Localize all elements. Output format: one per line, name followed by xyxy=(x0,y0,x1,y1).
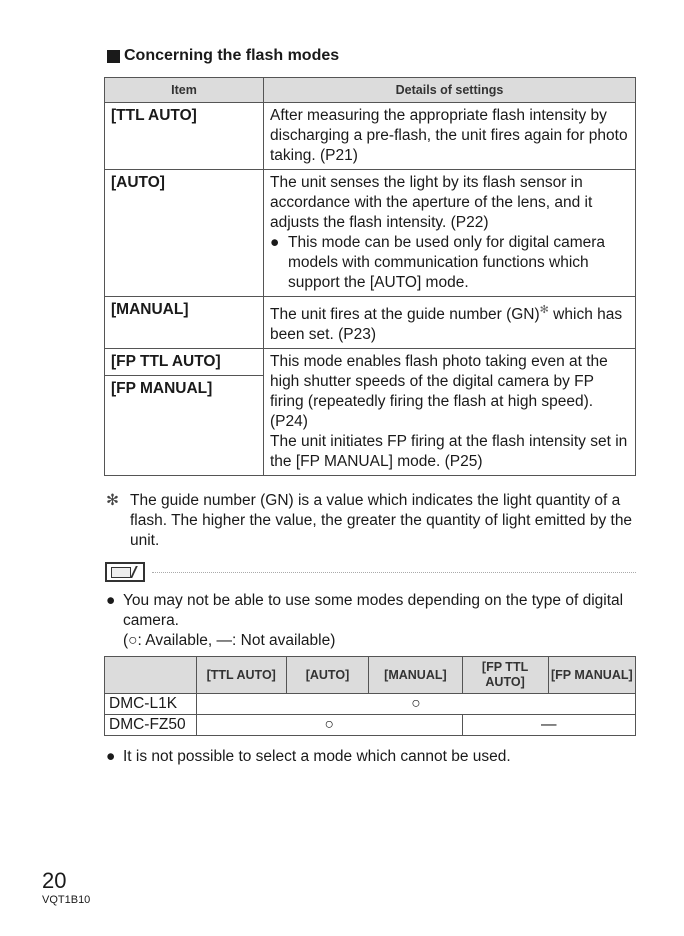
section-title xyxy=(107,47,339,65)
note2-text: It is not possible to select a mode which cannot be used. xyxy=(123,748,511,765)
header-auto: [AUTO] xyxy=(286,657,369,694)
header-details: Details of settings xyxy=(264,78,636,103)
compatibility-table xyxy=(104,656,636,736)
details-auto-bullet xyxy=(270,233,629,293)
page-number: 20 xyxy=(42,868,67,893)
table-row xyxy=(105,170,636,297)
table-row xyxy=(105,715,636,736)
details-manual-after: which has been set. (P23) xyxy=(270,306,623,344)
details-fp-text: This mode enables flash photo taking even at the high shutter speeds of the digital camera by FP firing (repeatedly firing the flash at high speed). (P24) xyxy=(270,353,608,431)
asterisk-icon: ✻ xyxy=(106,492,119,509)
table-header-row xyxy=(105,657,636,694)
note-bullet xyxy=(106,591,636,651)
item-fp-manual: [FP MANUAL] xyxy=(111,380,213,398)
footnote-text: The guide number (GN) is a value which indicates the light quantity of a flash. The higher the value, the greater the quantity of light emitted by the unit. xyxy=(130,492,633,549)
footnote xyxy=(106,491,638,551)
section-title-text: Concerning the flash modes xyxy=(124,47,340,64)
table-row xyxy=(105,103,636,170)
table-header-row xyxy=(105,78,636,103)
note-legend: (○: Available, —: Not available) xyxy=(123,632,336,649)
header-item: Item xyxy=(105,78,264,103)
header-fp-ttl-auto: [FP TTL AUTO] xyxy=(462,657,548,694)
bullet-icon: ● xyxy=(106,592,116,609)
item-fp-ttl-auto: [FP TTL AUTO] xyxy=(105,349,263,376)
bullet-icon: ● xyxy=(106,748,116,765)
item-auto: [AUTO] xyxy=(105,170,264,297)
header-fp-manual: [FP MANUAL] xyxy=(548,657,635,694)
item-fp-group xyxy=(105,349,264,476)
item-ttl-auto: [TTL AUTO] xyxy=(105,103,264,170)
document-code: VQT1B10 xyxy=(42,894,91,906)
details-fp xyxy=(264,349,636,476)
available-fz50: ○ xyxy=(196,715,462,736)
table-row xyxy=(105,297,636,349)
details-fp-text2: The unit initiates FP firing at the flash intensity set in the [FP MANUAL] mode. (P25) xyxy=(270,433,628,471)
details-manual-before: The unit fires at the guide number (GN) xyxy=(270,306,540,324)
header-blank xyxy=(105,657,197,694)
divider xyxy=(152,572,636,573)
item-manual: [MANUAL] xyxy=(105,297,264,349)
header-ttl-auto: [TTL AUTO] xyxy=(196,657,286,694)
note-text: You may not be able to use some modes depending on the type of digital camera. xyxy=(123,592,624,629)
table-row xyxy=(105,694,636,715)
details-auto-bullet-text: This mode can be used only for digital camera models with communication functions which support the [AUTO] mode. xyxy=(288,234,606,291)
table-row xyxy=(105,349,636,476)
model-fz50: DMC-FZ50 xyxy=(105,715,197,736)
details-manual xyxy=(264,297,636,349)
flash-modes-table xyxy=(104,77,636,476)
header-manual: [MANUAL] xyxy=(369,657,462,694)
note-bullet xyxy=(106,747,636,767)
asterisk-icon: ✻ xyxy=(539,304,549,316)
model-l1k: DMC-L1K xyxy=(105,694,197,715)
note-icon xyxy=(105,562,145,582)
black-square-icon xyxy=(107,50,120,63)
not-available-fz50: — xyxy=(462,715,635,736)
available-all-l1k: ○ xyxy=(196,694,635,715)
details-auto-text: The unit senses the light by its flash sensor in accordance with the aperture of the lens, and it adjusts the flash intensity. (P22) xyxy=(270,174,593,231)
bullet-icon: ● xyxy=(270,234,280,251)
details-auto xyxy=(264,170,636,297)
details-ttl-auto: After measuring the appropriate flash intensity by discharging a pre-flash, the unit fires again for photo taking. (P21) xyxy=(264,103,636,170)
